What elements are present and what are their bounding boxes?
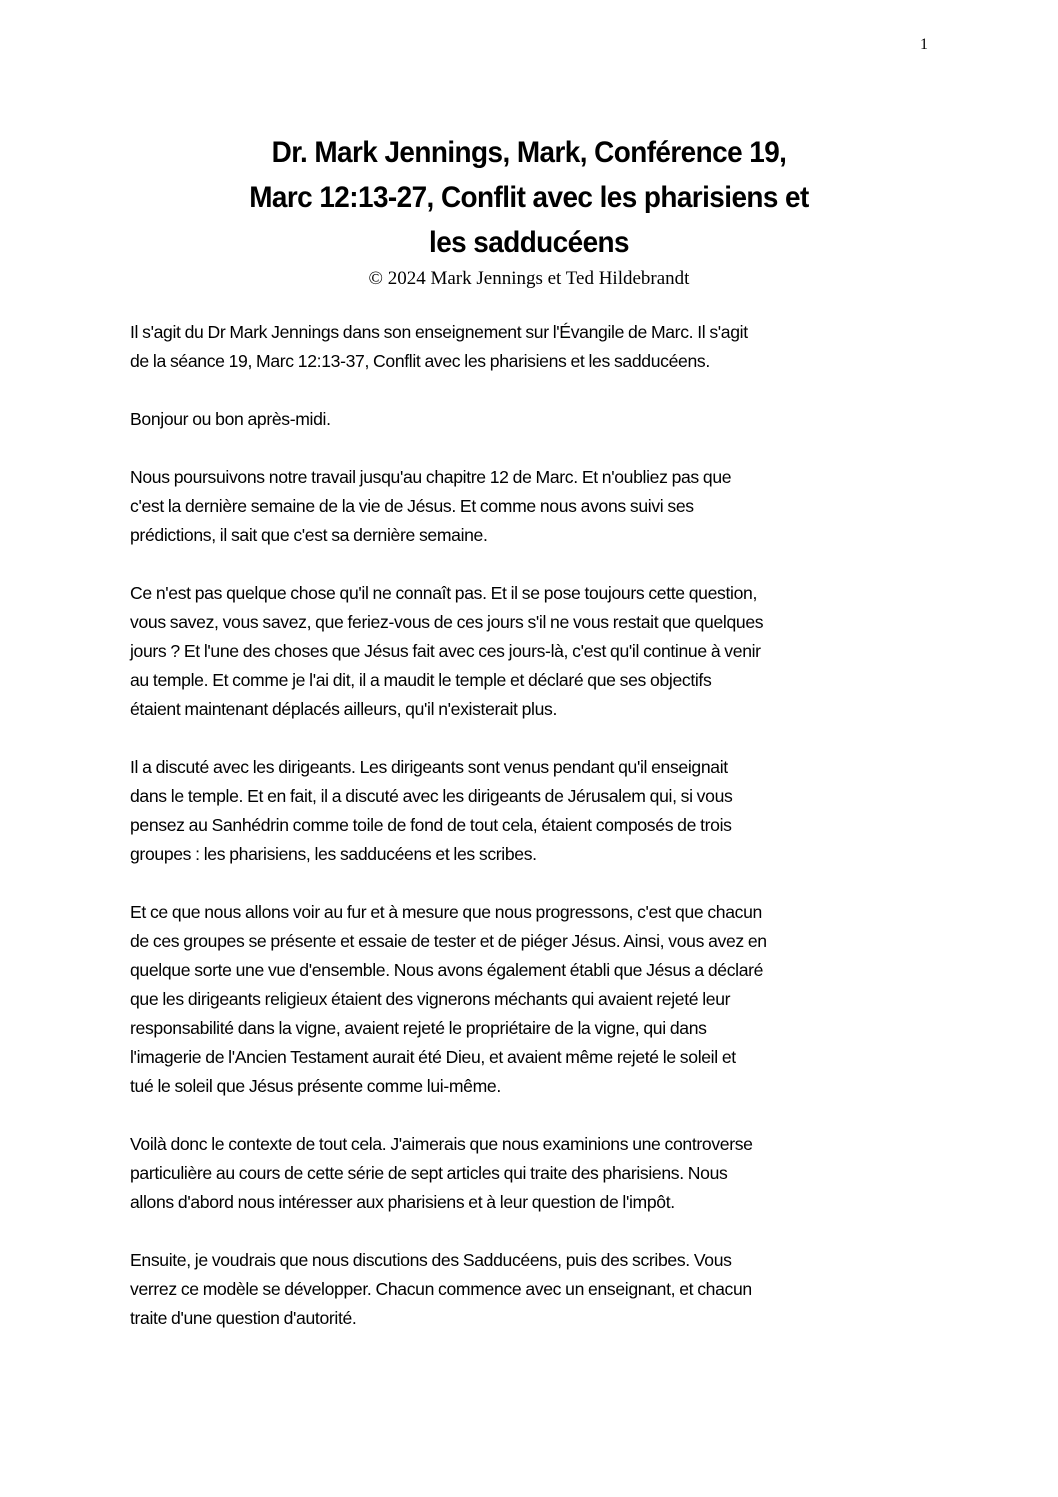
paragraph (130, 1246, 930, 1333)
text-line: jours ? Et l'une des choses que Jésus fait avec ces jours-là, c'est qu'il continue à venir (130, 641, 761, 661)
text-line: groupes : les pharisiens, les sadducéens et les scribes. (130, 844, 537, 864)
text-line: Il s'agit du Dr Mark Jennings dans son enseignement sur l'Évangile de Marc. Il s'agit (130, 322, 748, 342)
text-line: tué le soleil que Jésus présente comme lui-même. (130, 1076, 501, 1096)
text-line: traite d'une question d'autorité. (130, 1308, 357, 1328)
document-title (37, 130, 1021, 265)
text-line: dans le temple. Et en fait, il a discuté avec les dirigeants de Jérusalem qui, si vous (130, 786, 733, 806)
text-line: Ensuite, je voudrais que nous discutions des Sadducéens, puis des scribes. Vous (130, 1250, 732, 1270)
text-line: l'imagerie de l'Ancien Testament aurait été Dieu, et avaient même rejeté le soleil et (130, 1047, 736, 1067)
paragraph (130, 463, 930, 550)
title-line: les sadducéens (428, 226, 630, 259)
text-line: de ces groupes se présente et essaie de tester et de piéger Jésus. Ainsi, vous avez en (130, 931, 767, 951)
copyright-notice: © 2024 Mark Jennings et Ted Hildebrandt (368, 268, 690, 289)
text-line: étaient maintenant déplacés ailleurs, qu'il n'existerait plus. (130, 699, 558, 719)
title-line: Dr. Mark Jennings, Mark, Conférence 19, (271, 136, 787, 169)
text-line: que les dirigeants religieux étaient des vignerons méchants qui avaient rejeté leur (130, 989, 731, 1009)
title-line: Marc 12:13-27, Conflit avec les pharisiens et (249, 181, 809, 214)
document-header (0, 130, 1058, 291)
text-line: Et ce que nous allons voir au fur et à mesure que nous progressons, c'est que chacun (130, 902, 762, 922)
text-line: Il a discuté avec les dirigeants. Les dirigeants sont venus pendant qu'il enseignait (130, 757, 728, 777)
paragraph (130, 318, 930, 376)
paragraph (130, 579, 930, 724)
text-line: prédictions, il sait que c'est sa dernière semaine. (130, 525, 488, 545)
paragraph (130, 753, 930, 869)
paragraph (130, 405, 930, 434)
text-line: de la séance 19, Marc 12:13-37, Conflit avec les pharisiens et les sadducéens. (130, 351, 710, 371)
text-line: pensez au Sanhédrin comme toile de fond de tout cela, étaient composés de trois (130, 815, 732, 835)
text-line: allons d'abord nous intéresser aux pharisiens et à leur question de l'impôt. (130, 1192, 675, 1212)
paragraph (130, 898, 930, 1101)
text-line: Bonjour ou bon après-midi. (130, 409, 331, 429)
text-line: au temple. Et comme je l'ai dit, il a maudit le temple et déclaré que ses objectifs (130, 670, 712, 690)
text-line: vous savez, vous savez, que feriez-vous de ces jours s'il ne vous restait que quelques (130, 612, 764, 632)
text-line: verrez ce modèle se développer. Chacun commence avec un enseignant, et chacun (130, 1279, 752, 1299)
text-line: Voilà donc le contexte de tout cela. J'aimerais que nous examinions une controverse (130, 1134, 753, 1154)
document-body (130, 318, 930, 1362)
text-line: responsabilité dans la vigne, avaient rejeté le propriétaire de la vigne, qui dans (130, 1018, 707, 1038)
text-line: c'est la dernière semaine de la vie de Jésus. Et comme nous avons suivi ses (130, 496, 694, 516)
text-line: Ce n'est pas quelque chose qu'il ne connaît pas. Et il se pose toujours cette question, (130, 583, 758, 603)
page-number: 1 (920, 36, 928, 53)
paragraph (130, 1130, 930, 1217)
text-line: particulière au cours de cette série de sept articles qui traite des pharisiens. Nous (130, 1163, 728, 1183)
text-line: quelque sorte une vue d'ensemble. Nous avons également établi que Jésus a déclaré (130, 960, 764, 980)
text-line: Nous poursuivons notre travail jusqu'au chapitre 12 de Marc. Et n'oubliez pas que (130, 467, 732, 487)
